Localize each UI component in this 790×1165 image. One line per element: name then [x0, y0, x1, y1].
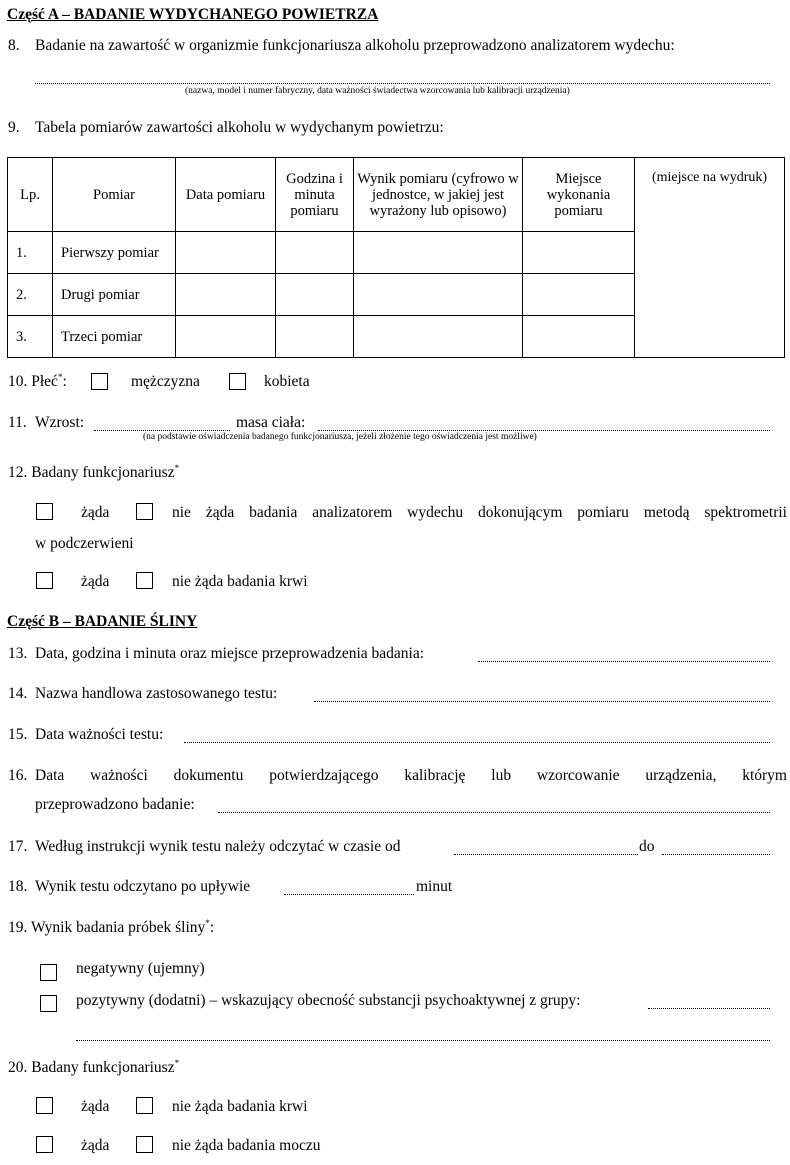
urine-test-no-demand-checkbox[interactable]	[136, 1136, 153, 1153]
q20-number: 20.	[8, 1059, 28, 1076]
q15-field[interactable]	[184, 742, 770, 743]
q16-text-cont: przeprowadzono badanie:	[35, 796, 195, 813]
footnote-star: *	[205, 917, 210, 928]
cell-date[interactable]	[176, 232, 276, 274]
row-name: Trzeci pomiar	[53, 316, 176, 358]
q20-label	[8, 1059, 179, 1077]
weight-field[interactable]	[318, 430, 770, 431]
table-header-row	[8, 158, 785, 232]
blood-no-demand-label: nie żąda badania krwi	[172, 573, 308, 590]
part-a-heading: Część A – BADANIE WYDYCHANEGO POWIETRZA	[7, 6, 379, 23]
weight-label: masa ciała:	[236, 414, 306, 431]
header-pomiar: Pomiar	[53, 158, 176, 232]
female-checkbox[interactable]	[229, 373, 246, 390]
q13-number: 13.	[8, 645, 28, 662]
urine-test-demand-label: żąda	[81, 1137, 110, 1154]
footnote-star: *	[174, 1057, 180, 1068]
negative-label: negatywny (ujemny)	[76, 960, 205, 977]
analyzer-demand-label: żąda	[81, 504, 110, 521]
q10-text: Płeć	[31, 373, 58, 390]
cell-time[interactable]	[276, 232, 354, 274]
q17-to-field[interactable]	[662, 854, 770, 855]
q19-colon: :	[209, 919, 215, 936]
print-area: (miejsce na wydruk)	[635, 158, 785, 358]
female-label: kobieta	[264, 373, 310, 390]
q9-text: Tabela pomiarów zawartości alkoholu w wydychanym powietrzu:	[35, 119, 444, 136]
positive-checkbox[interactable]	[40, 995, 57, 1012]
q17-to-label: do	[639, 838, 655, 855]
q8-text: Badanie na zawartość w organizmie funkcjonariusza alkoholu przeprowadzono analizatorem wydechu:	[35, 37, 675, 54]
cell-place[interactable]	[523, 274, 635, 316]
cell-date[interactable]	[176, 316, 276, 358]
q19-number: 19.	[8, 919, 28, 936]
urine-test-demand-checkbox[interactable]	[36, 1136, 53, 1153]
q8-number: 8.	[8, 37, 20, 54]
blood-demand-checkbox[interactable]	[36, 572, 53, 589]
row-lp: 1.	[8, 232, 53, 274]
height-field[interactable]	[94, 430, 230, 431]
blood-no-demand-checkbox[interactable]	[136, 572, 153, 589]
q19-text: Wynik badania próbek śliny	[30, 919, 206, 936]
cell-place[interactable]	[523, 232, 635, 274]
q15-text: Data ważności testu:	[35, 726, 164, 743]
q11-note: (na podstawie oświadczenia badanego funkcjonariusza, jeżeli złożenie tego oświadczenia jest możliwe)	[143, 432, 537, 442]
urine-test-no-demand-label: nie żąda badania moczu	[172, 1137, 321, 1154]
q9-number: 9.	[8, 119, 20, 136]
footnote-star: *	[57, 371, 63, 382]
row-name: Drugi pomiar	[53, 274, 176, 316]
q18-field[interactable]	[284, 894, 414, 895]
header-lp: Lp.	[8, 158, 53, 232]
cell-place[interactable]	[523, 316, 635, 358]
header-data: Data pomiaru	[176, 158, 276, 232]
blood-test-demand-checkbox[interactable]	[36, 1097, 53, 1114]
q10-colon: :	[62, 373, 67, 390]
measurement-table	[7, 157, 785, 358]
q17-from-field[interactable]	[454, 854, 638, 855]
cell-result[interactable]	[354, 316, 523, 358]
q8-note: (nazwa, model i numer fabryczny, data ważności świadectwa wzorcowania lub kalibracji urządzenia)	[185, 86, 570, 96]
cell-date[interactable]	[176, 274, 276, 316]
analyzer-no-demand-label-cont: w podczerwieni	[35, 535, 134, 552]
q13-text: Data, godzina i minuta oraz miejsce przeprowadzenia badania:	[35, 645, 425, 662]
cell-result[interactable]	[354, 232, 523, 274]
blood-test-no-demand-checkbox[interactable]	[136, 1097, 153, 1114]
analyzer-no-demand-checkbox[interactable]	[136, 503, 153, 520]
q8-analyzer-field[interactable]	[35, 83, 770, 84]
cell-time[interactable]	[276, 274, 354, 316]
footnote-star: *	[174, 462, 180, 473]
cell-time[interactable]	[276, 316, 354, 358]
positive-label: pozytywny (dodatni) – wskazujący obecność substancji psychoaktywnej z grupy:	[76, 992, 581, 1009]
q16-number: 16.	[8, 767, 28, 784]
q12-text: Badany funkcjonariusz	[31, 464, 175, 481]
q18-number: 18.	[8, 878, 28, 895]
row-lp: 3.	[8, 316, 53, 358]
q18-unit: minut	[416, 878, 453, 895]
blood-test-no-demand-label: nie żąda badania krwi	[172, 1098, 308, 1115]
q13-field[interactable]	[478, 661, 770, 662]
negative-checkbox[interactable]	[40, 964, 57, 981]
male-checkbox[interactable]	[91, 373, 108, 390]
analyzer-demand-checkbox[interactable]	[36, 503, 53, 520]
row-name: Pierwszy pomiar	[53, 232, 176, 274]
row-lp: 2.	[8, 274, 53, 316]
cell-result[interactable]	[354, 274, 523, 316]
q16-field[interactable]	[218, 812, 770, 813]
substance-group-field[interactable]	[648, 1008, 770, 1009]
q14-text: Nazwa handlowa zastosowanego testu:	[35, 685, 278, 702]
q17-number: 17.	[8, 838, 28, 855]
header-wynik: Wynik pomiaru (cyfrowo w jednostce, w jakiej jest wyrażony lub opisowo)	[354, 158, 523, 232]
q18-text: Wynik testu odczytano po upływie	[35, 878, 251, 895]
blood-test-demand-label: żąda	[81, 1098, 110, 1115]
q16-text: Data ważności dokumentu potwierdzającego kalibrację lub wzorcowanie urządzenia, którym	[35, 767, 787, 784]
q14-number: 14.	[8, 685, 28, 702]
q10-label	[8, 373, 67, 391]
q20-text: Badany funkcjonariusz	[31, 1059, 175, 1076]
q17-text: Według instrukcji wynik testu należy odczytać w czasie od	[35, 838, 401, 855]
q14-field[interactable]	[314, 701, 770, 702]
male-label: mężczyzna	[131, 373, 200, 390]
header-miejsce: Miejsce wykonania pomiaru	[523, 158, 635, 232]
blood-demand-label: żąda	[81, 573, 110, 590]
header-godzina: Godzina i minuta pomiaru	[276, 158, 354, 232]
analyzer-no-demand-label: nie żąda badania analizatorem wydechu dokonującym pomiaru metodą spektrometrii	[172, 504, 787, 521]
q12-number: 12.	[8, 464, 28, 481]
part-b-heading: Część B – BADANIE ŚLINY	[7, 613, 198, 630]
q10-number: 10.	[8, 373, 28, 390]
q19-label	[8, 919, 214, 937]
q15-number: 15.	[8, 726, 28, 743]
substance-group-field-cont[interactable]	[76, 1040, 770, 1041]
q12-label	[8, 464, 179, 482]
height-label: Wzrost:	[35, 414, 85, 431]
q11-number: 11.	[8, 414, 27, 431]
